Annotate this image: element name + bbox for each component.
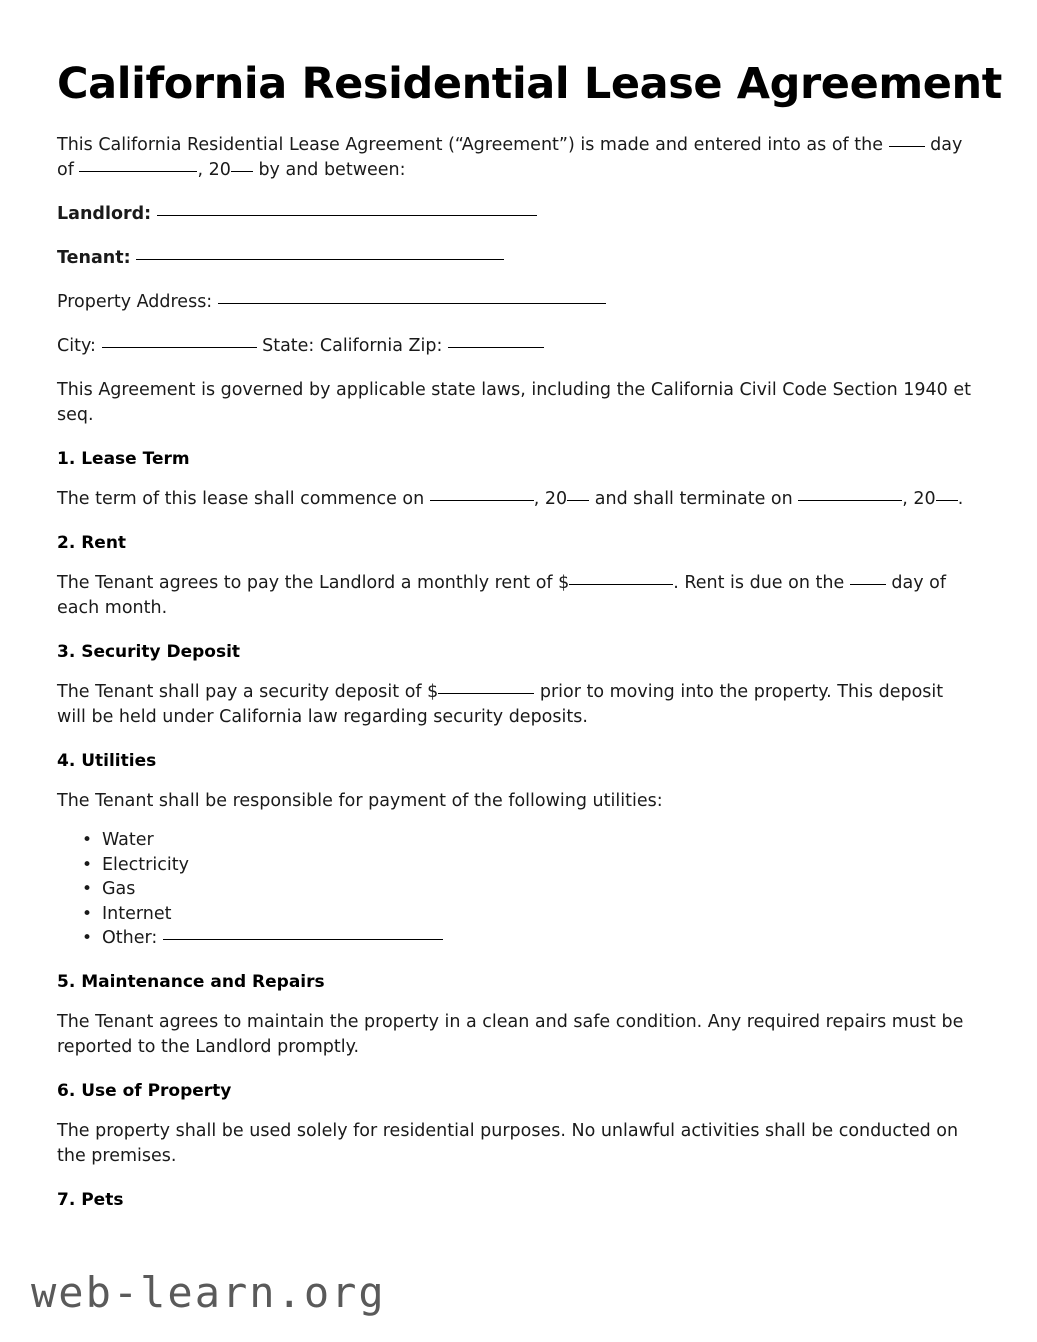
intro-text-before-day: This California Residential Lease Agreement (“Agreement”) is made and entered into as of the — [57, 135, 883, 156]
section-body-lease-term — [57, 487, 977, 512]
section-heading-rent: 2. Rent — [57, 533, 127, 554]
section-heading-use-of-property: 6. Use of Property — [57, 1080, 232, 1101]
utility-label-internet: Internet — [102, 903, 172, 924]
list-item — [102, 926, 977, 951]
landlord-input-blank[interactable] — [157, 200, 537, 216]
section-heading-maintenance-and-repairs: 5. Maintenance and Repairs — [57, 971, 325, 992]
rent-text-a: The Tenant agrees to pay the Landlord a monthly rent of $ — [57, 573, 570, 594]
section-heading-lease-term: 1. Lease Term — [57, 449, 190, 470]
commence-date-blank[interactable] — [430, 485, 534, 501]
landlord-label: Landlord: — [57, 204, 152, 225]
lease-term-text-c: and shall terminate on — [594, 489, 793, 510]
section-heading-pets: 7. Pets — [57, 1189, 124, 1210]
list-item — [102, 902, 977, 927]
site-watermark: web-learn.org — [31, 1268, 386, 1317]
list-item — [102, 877, 977, 902]
day-blank — [889, 131, 925, 147]
utilities-list — [57, 828, 977, 951]
section-heading-utilities: 4. Utilities — [57, 751, 157, 772]
list-item — [102, 853, 977, 878]
section-body-rent — [57, 571, 977, 621]
deposit-text-b: prior to moving into the property. This deposit will be held under California law regarding security deposits. — [57, 682, 944, 728]
city-state-zip-row — [57, 334, 977, 359]
monthly-rent-blank[interactable] — [569, 569, 673, 585]
intro-text-after-year: by and between: — [258, 160, 406, 181]
commence-year-blank[interactable] — [567, 485, 589, 501]
city-label: City: — [57, 336, 96, 357]
intro-text-day-of: day of — [57, 135, 963, 181]
property-address-input-blank[interactable] — [218, 288, 606, 304]
list-item — [102, 828, 977, 853]
section-body-utilities: The Tenant shall be responsible for payment of the following utilities: — [57, 791, 663, 812]
deposit-text-a: The Tenant shall pay a security deposit of $ — [57, 682, 439, 703]
utility-label-gas: Gas — [102, 879, 136, 900]
property-address-row — [57, 290, 977, 315]
security-deposit-blank[interactable] — [438, 678, 534, 694]
lease-term-text-b: , 20 — [533, 489, 568, 510]
rent-text-b: . Rent is due on the — [673, 573, 845, 594]
other-utility-blank[interactable] — [163, 924, 443, 940]
terminate-date-blank[interactable] — [798, 485, 902, 501]
rent-due-day-blank[interactable] — [850, 569, 886, 585]
lease-term-text-a: The term of this lease shall commence on — [57, 489, 425, 510]
year-blank — [231, 156, 253, 172]
zip-input-blank[interactable] — [448, 332, 544, 348]
lease-term-text-d: , 20 — [902, 489, 936, 510]
terminate-year-blank[interactable] — [936, 485, 958, 501]
rent-text-c: day of each month. — [57, 573, 946, 619]
page-title: California Residential Lease Agreement — [57, 59, 1002, 109]
tenant-field-row — [57, 246, 977, 271]
section-heading-security-deposit: 3. Security Deposit — [57, 642, 241, 663]
governing-law-paragraph: This Agreement is governed by applicable state laws, including the California Civil Code Section 1940 et seq. — [57, 380, 971, 426]
utility-label-electricity: Electricity — [102, 854, 189, 875]
utility-label-water: Water — [102, 830, 154, 851]
city-input-blank[interactable] — [102, 332, 257, 348]
tenant-label: Tenant: — [57, 248, 131, 269]
section-body-security-deposit — [57, 680, 977, 730]
intro-paragraph — [57, 133, 977, 183]
intro-year-prefix: , 20 — [197, 160, 231, 181]
section-body-maintenance-and-repairs: The Tenant agrees to maintain the property in a clean and safe condition. Any required repairs must be reported to the Landlord promptly. — [57, 1011, 964, 1057]
utility-label-other: Other: — [102, 928, 158, 949]
section-body-use-of-property: The property shall be used solely for residential purposes. No unlawful activities shall be conducted on the premises. — [57, 1120, 959, 1166]
state-zip-label: State: California Zip: — [262, 336, 443, 357]
landlord-field-row — [57, 202, 977, 227]
month-blank — [79, 156, 197, 172]
tenant-input-blank[interactable] — [136, 244, 504, 260]
lease-term-text-e: . — [957, 489, 964, 510]
document-body — [57, 0, 1002, 1211]
property-address-label: Property Address: — [57, 292, 213, 313]
